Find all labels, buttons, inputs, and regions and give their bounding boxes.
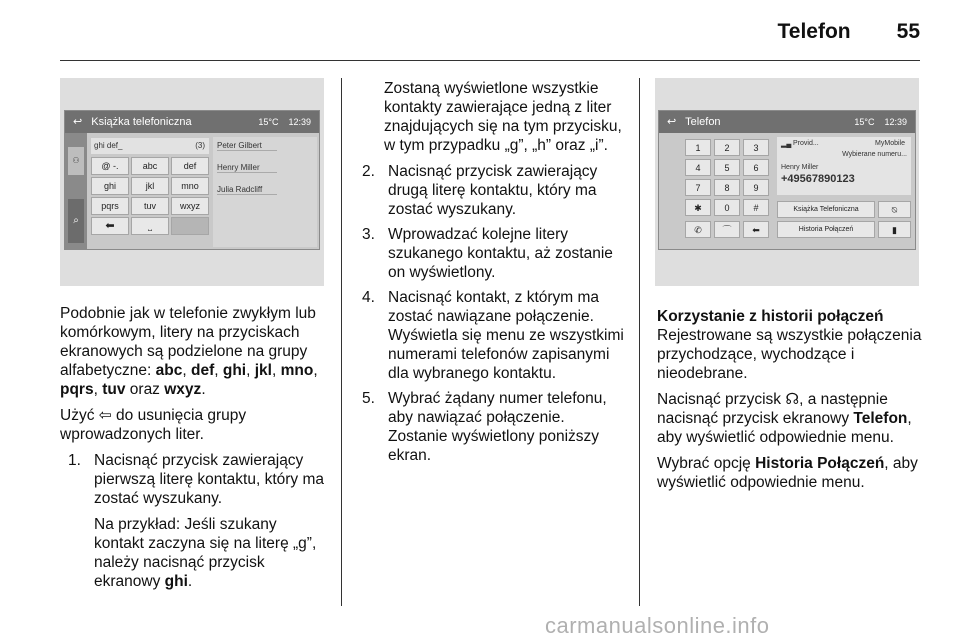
- mymobile-label: MyMobile: [875, 140, 905, 147]
- phonebook-title-bar: [65, 111, 319, 133]
- steps-list: [68, 451, 330, 591]
- key-pqrs[interactable]: pqrs: [91, 197, 129, 215]
- page-number: 55: [896, 20, 920, 43]
- key-jkl[interactable]: jkl: [131, 177, 169, 195]
- phone-title: Telefon: [685, 116, 721, 128]
- right-column: [657, 307, 927, 499]
- back-icon: ↩: [73, 116, 83, 128]
- phonebook-button[interactable]: Książka Telefoniczna: [777, 201, 875, 218]
- phonebook-screenshot: [60, 78, 324, 286]
- page-header: [778, 20, 920, 44]
- dial-key-8[interactable]: 8: [714, 179, 740, 196]
- mute-icon[interactable]: ⍉: [878, 201, 911, 218]
- empty-key: [171, 217, 209, 235]
- dial-key-9[interactable]: 9: [743, 179, 769, 196]
- search-icon[interactable]: ⌕: [68, 199, 84, 243]
- dial-key-2[interactable]: 2: [714, 139, 740, 156]
- dial-key-3[interactable]: 3: [743, 139, 769, 156]
- dial-key-1[interactable]: 1: [685, 139, 711, 156]
- list-item: 2. Nacisnąć przycisk zawierający drugą literę kontaktu, który ma zostać wyszukany.: [362, 163, 598, 218]
- list-item: 4. Nacisnąć kontakt, z którym ma zostać nawiązane połączenie. Wyświetla się menu ze wszystkimi numerami telefonów zapisanymi dla wybranego kontaktu.: [362, 289, 624, 382]
- paragraph: Rejestrowane są wszystkie połączenia przychodzące, wychodzące i nieodebrane.: [657, 327, 922, 382]
- watermark: carmanualsonline.info: [545, 613, 770, 638]
- key-def[interactable]: def: [171, 157, 209, 175]
- section-heading: Korzystanie z historii połączeń: [657, 308, 884, 325]
- header-rule: [60, 60, 920, 61]
- section-title: Telefon: [777, 20, 851, 43]
- phone-title-bar: [659, 111, 915, 133]
- space-icon[interactable]: ⎵: [131, 217, 169, 235]
- key-tuv[interactable]: tuv: [131, 197, 169, 215]
- hangup-icon[interactable]: ⌒: [714, 221, 740, 238]
- backspace-icon[interactable]: ⬅: [91, 217, 129, 235]
- result-count: (3): [195, 141, 205, 150]
- search-field[interactable]: [91, 138, 209, 154]
- column-divider-2: [639, 78, 640, 606]
- clock: 12:39: [884, 117, 907, 127]
- call-icon[interactable]: ✆: [685, 221, 711, 238]
- paragraph: Wybrać opcję Historia Połączeń, aby wyświetlić odpowiednie menu.: [657, 455, 918, 491]
- left-column: [60, 304, 330, 598]
- clock: 12:39: [288, 117, 311, 127]
- dial-key-star[interactable]: ✱: [685, 199, 711, 216]
- key-abc[interactable]: abc: [131, 157, 169, 175]
- list-item: 3. Wprowadzać kolejne litery szukanego kontaktu, aż zostanie on wyświetlony.: [362, 226, 613, 281]
- key-mno[interactable]: mno: [171, 177, 209, 195]
- phone-screenshot: [655, 78, 919, 286]
- contact-item[interactable]: Peter Gilbert: [217, 141, 277, 151]
- side-tabs: [65, 133, 87, 250]
- paragraph: Nacisnąć przycisk ☊, a następnie nacisnąć przycisk ekranowy Telefon, aby wyświetlić odpowiednie menu.: [657, 391, 912, 446]
- list-item: 5. Wybrać żądany numer telefonu, aby nawiązać połączenie. Zostanie wyświetlony poniższy ekran.: [362, 390, 607, 464]
- contact-item[interactable]: Julia Radcliff: [217, 185, 277, 195]
- signal-icon: ▂▄: [781, 141, 792, 148]
- phonebook-title: Książka telefoniczna: [91, 116, 192, 128]
- call-history-button[interactable]: Historia Połączeń: [777, 221, 875, 238]
- key-wxyz[interactable]: wxyz: [171, 197, 209, 215]
- steps-list: [362, 162, 628, 465]
- paragraph: Zostaną wyświetlone wszystkie kontakty zawierające jedną z liter znajdujących się na tym przycisku, w tym przypadku „g”, „h” oraz „i”.: [384, 80, 622, 154]
- dial-key-6[interactable]: 6: [743, 159, 769, 176]
- list-item: 1. Nacisnąć przycisk zawierający pierwszą literę kontaktu, który ma zostać wyszukany. Na przykład: Jeśli szukany kontakt zaczyna się na literę „g”, należy nacisnąć przycisk ekranowy ghi.: [68, 452, 325, 590]
- contact-name: Henry Miller: [781, 164, 819, 171]
- contact-item[interactable]: Henry Miller: [217, 163, 277, 173]
- back-icon: ↩: [667, 116, 677, 128]
- call-info-panel: [777, 137, 911, 195]
- dial-key-7[interactable]: 7: [685, 179, 711, 196]
- key-ghi[interactable]: ghi: [91, 177, 129, 195]
- search-field-value: ghi def_: [94, 141, 123, 150]
- contact-list: [213, 137, 317, 247]
- provider-name: Provid...: [793, 140, 819, 147]
- paragraph: Podobnie jak w telefonie zwykłym lub komórkowym, litery na przyciskach ekranowych są podzielone na grupy alfabetyczne: abc, def, ghi, jkl, mno, pqrs, tuv oraz wxyz.: [60, 305, 318, 398]
- temperature: 15°C: [854, 117, 875, 127]
- handset-icon[interactable]: ▮: [878, 221, 911, 238]
- dial-key-hash[interactable]: #: [743, 199, 769, 216]
- backspace-icon[interactable]: ⬅: [743, 221, 769, 238]
- contact-tab-icon[interactable]: ⚇: [68, 147, 84, 175]
- dial-prompt: Wybierane numeru...: [842, 151, 907, 158]
- column-divider-1: [341, 78, 342, 606]
- paragraph: Użyć ⇦ do usunięcia grupy wprowadzonych liter.: [60, 407, 247, 443]
- contact-number: +49567890123: [781, 173, 855, 185]
- dial-key-0[interactable]: 0: [714, 199, 740, 216]
- dial-key-4[interactable]: 4: [685, 159, 711, 176]
- temperature: 15°C: [258, 117, 279, 127]
- key-symbols[interactable]: @ -.: [91, 157, 129, 175]
- middle-column: [362, 79, 628, 471]
- dial-key-5[interactable]: 5: [714, 159, 740, 176]
